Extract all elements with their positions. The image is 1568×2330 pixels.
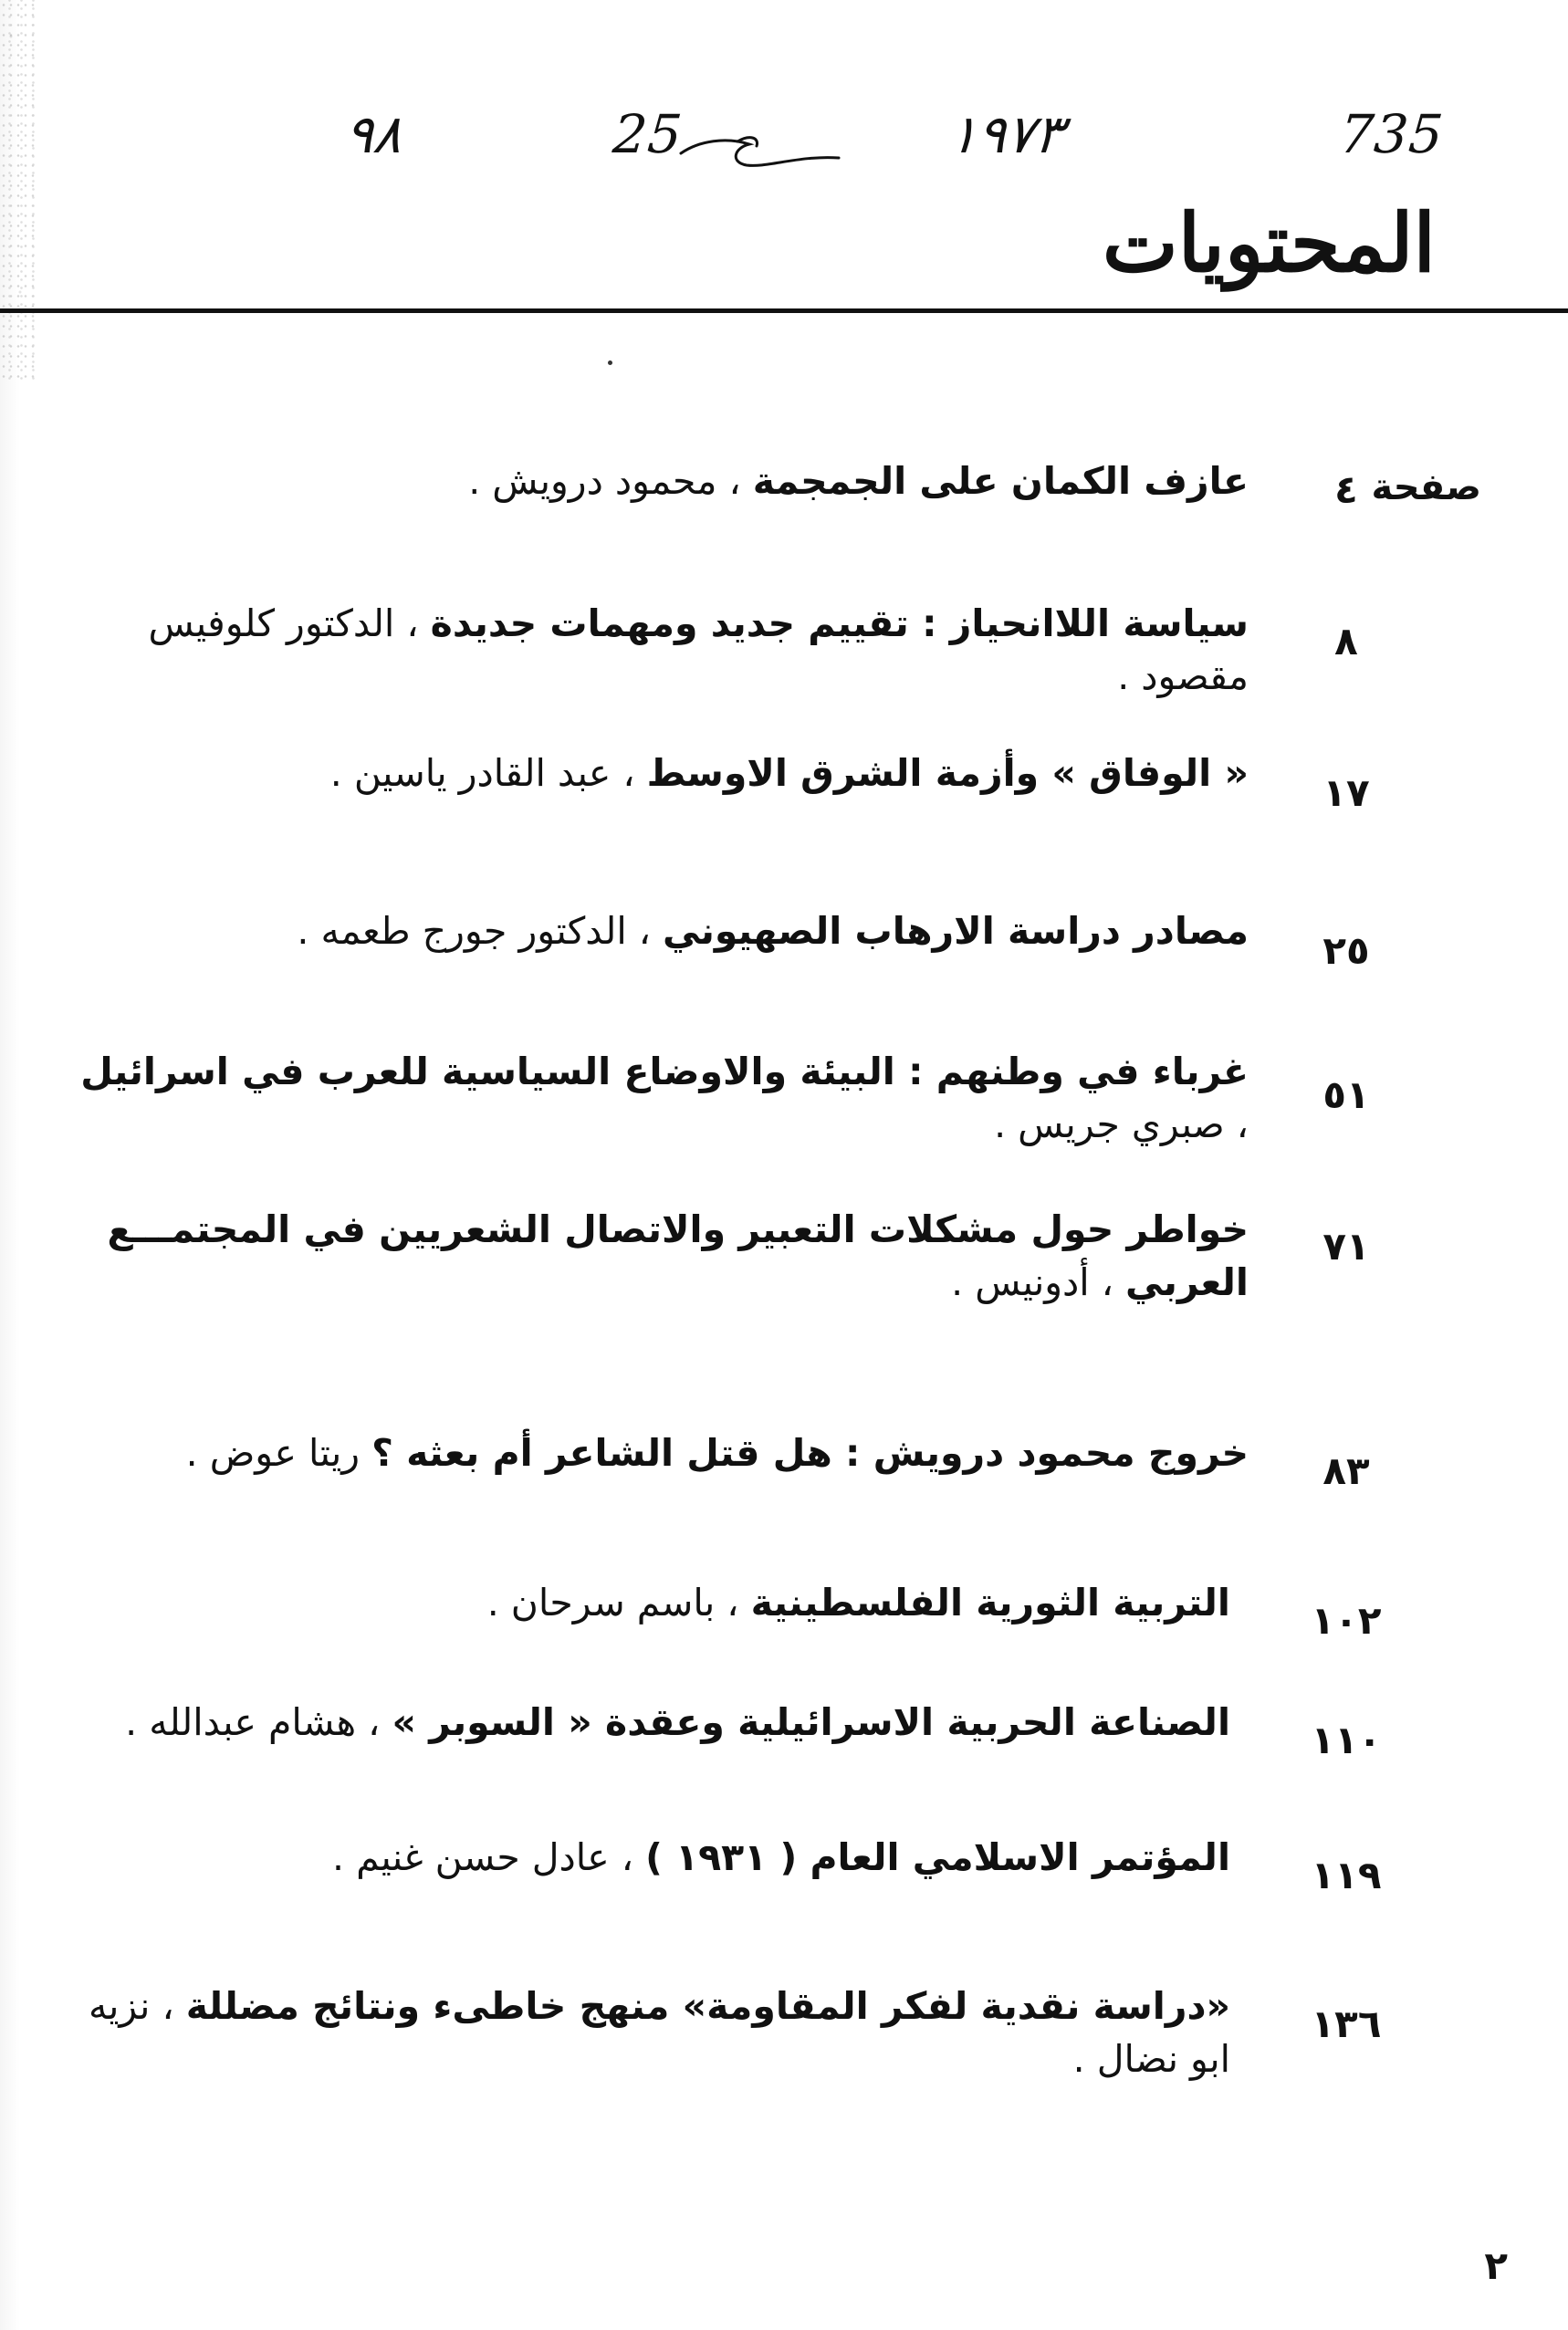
- toc-page-number: ١٠٢: [1311, 1598, 1382, 1643]
- toc-entry-3: [131, 747, 1390, 815]
- toc-entry-text: [272, 1831, 1230, 1884]
- toc-entry-author: ، نزيه ابو نضال .: [88, 1984, 1230, 2081]
- toc-entry-title: التربية الثورية الفلسطينية: [750, 1581, 1230, 1625]
- toc-page-number: ١١٠: [1311, 1718, 1382, 1762]
- toc-entry-author: ، باسم سرحان .: [486, 1581, 739, 1625]
- toc-entry-text: [245, 904, 1249, 957]
- toc-entry-text: [62, 1045, 1249, 1151]
- toc-page-number: ١٣٦: [1311, 2001, 1382, 2046]
- toc-entry-text: [44, 1696, 1230, 1749]
- toc-entry-5: [39, 1045, 1390, 1173]
- toc-page-number: ٢٥: [1322, 928, 1370, 973]
- toc-entry-author: ريتا عوض .: [185, 1431, 361, 1475]
- toc-entry-text: [290, 455, 1249, 507]
- toc-entry-text: [62, 1203, 1249, 1309]
- toc-entry-text: [272, 1576, 1230, 1629]
- handwritten-reference-number: 735: [1337, 103, 1447, 165]
- toc-entry-8: [131, 1576, 1390, 1643]
- toc-entry-title: غرباء في وطنهم : البيئة والاوضاع السياسية للعرب في اسرائيل: [80, 1050, 1249, 1093]
- toc-entry-1: [204, 455, 1390, 518]
- toc-entry-text: [62, 597, 1249, 703]
- handwritten-issue-number: 25: [611, 103, 685, 165]
- page-label: صفحة: [1371, 466, 1481, 508]
- toc-entry-title: خواطر حول مشكلات التعبير والاتصال الشعريين في المجتمـــع العربي: [107, 1207, 1249, 1304]
- handwritten-volume-number: ٩٨: [342, 103, 405, 165]
- toc-entry-author: ، الدكتور جورج طعمه .: [297, 909, 651, 953]
- toc-page-number: ١١٩: [1311, 1853, 1382, 1897]
- toc-entry-9: [57, 1696, 1390, 1760]
- toc-entry-6: [39, 1203, 1390, 1331]
- toc-page-number: ٥١: [1322, 1072, 1370, 1117]
- toc-entry-2: [39, 597, 1390, 698]
- toc-entry-title: عازف الكمان على الجمجمة: [752, 459, 1249, 503]
- toc-entry-title: « الوفاق » وأزمة الشرق الاوسط: [646, 751, 1249, 795]
- toc-page-number: ٨٣: [1322, 1448, 1370, 1493]
- toc-entry-4: [131, 904, 1390, 973]
- toc-entry-title: المؤتمر الاسلامي العام ( ١٩٣١ ): [645, 1835, 1230, 1879]
- toc-page-number: ٧١: [1322, 1224, 1370, 1269]
- toc-entry-author: ، عبد القادر ياسين .: [329, 751, 635, 795]
- handwritten-year: ١٩٧٣: [946, 103, 1066, 165]
- toc-page-number: ٤: [1334, 467, 1358, 512]
- toc-entry-title: الصناعة الحربية الاسرائيلية وعقدة « السوبر »: [392, 1700, 1230, 1744]
- toc-entry-author: ، عادل حسن غنيم .: [332, 1835, 634, 1879]
- footer-page-number: ٢: [1484, 2243, 1508, 2288]
- toc-entry-author: ، محمود درويش .: [468, 459, 741, 503]
- toc-entry-title: خروج محمود درويش : هل قتل الشاعر أم بعثه ؟: [371, 1431, 1249, 1475]
- toc-entry-author: ، أدونيس .: [951, 1260, 1113, 1304]
- toc-page-number: ١٧: [1322, 770, 1370, 815]
- toc-entry-author: ، هشام عبدالله .: [125, 1700, 381, 1744]
- toc-entry-author: ، الدكتور كلوفيس مقصود .: [148, 601, 1249, 698]
- toc-entry-text: [44, 1980, 1230, 2085]
- toc-page-number: ٨: [1334, 619, 1358, 663]
- toc-entry-7: [94, 1426, 1390, 1493]
- toc-entry-author: ، صبري جريس .: [994, 1102, 1249, 1146]
- toc-entry-11: [57, 1980, 1390, 2081]
- toc-entry-10: [131, 1831, 1390, 1895]
- toc-entry-title: سياسة اللاانحياز : تقييم جديد ومهمات جديدة: [430, 601, 1249, 645]
- toc-entry-text: [153, 1426, 1249, 1479]
- contents-title: المحتويات: [1102, 195, 1436, 290]
- toc-entry-title: «دراسة نقدية لفكر المقاومة» منهج خاطىء ونتائج مضللة: [185, 1984, 1230, 2028]
- toc-entry-text: [226, 747, 1249, 799]
- toc-entry-title: مصادر دراسة الارهاب الصهيوني: [663, 909, 1249, 953]
